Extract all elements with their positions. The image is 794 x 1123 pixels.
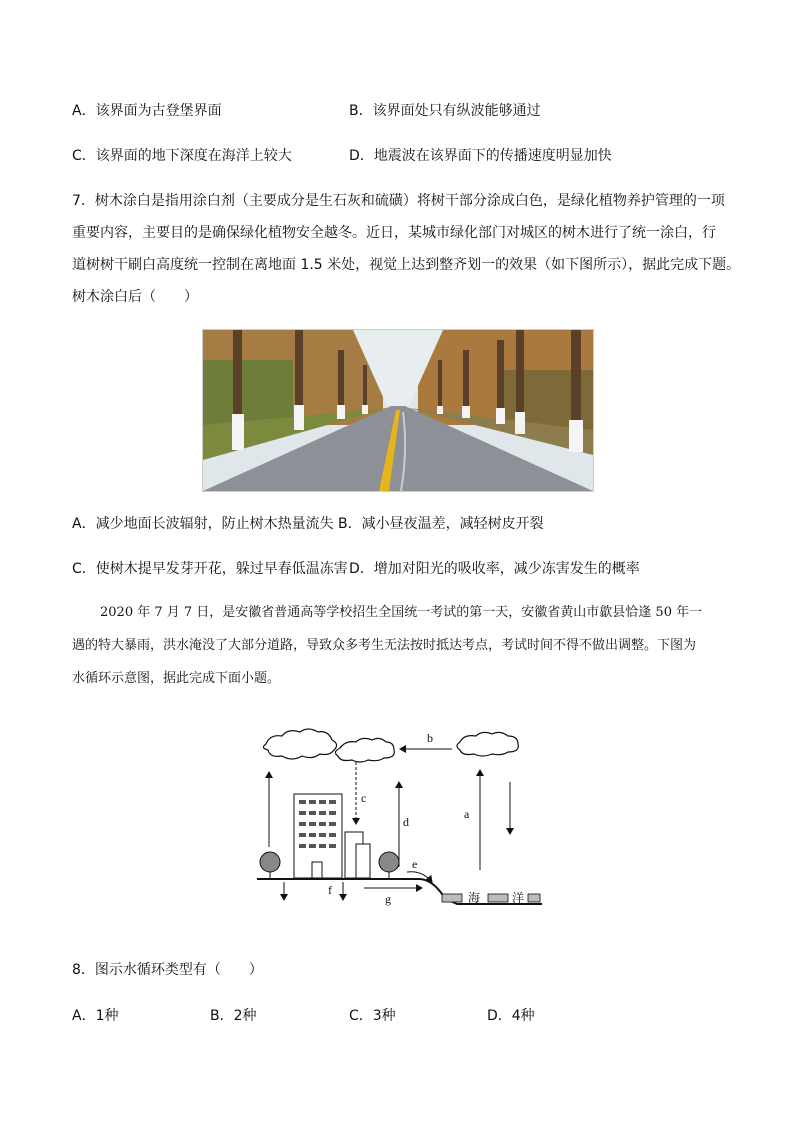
water-cycle-diagram [252, 722, 552, 918]
q7-stem-line1: 7．树木涂白是指用涂白剂（主要成分是生石灰和硫磺）将树干部分涂成白色，是绿化植物养护管理的一项 [72, 193, 725, 209]
q7-option-c: C．使树木提早发芽开花，躲过早春低温冻害 [72, 561, 348, 577]
label-a: a [464, 807, 470, 821]
water-cycle-svg [252, 722, 552, 918]
sea-patch-2 [488, 894, 508, 902]
label-sea-2: 洋 [512, 891, 525, 905]
label-c: c [361, 791, 367, 805]
label-d: d [403, 815, 409, 829]
q7-stem-line2: 重要内容，主要目的是确保绿化植物安全越冬。近日，某城市绿化部门对城区的树木进行了统一涂白，行 [72, 225, 716, 241]
cloud-middle [335, 738, 394, 762]
q6-option-b: B．该界面处只有纵波能够通过 [349, 103, 541, 119]
sea-patch-3 [528, 894, 540, 902]
cloud-right [457, 732, 518, 756]
q6-option-d: D．地震波在该界面下的传播速度明显加快 [349, 148, 612, 164]
label-f: f [328, 883, 332, 897]
building [294, 794, 370, 878]
q7-stem-line3: 道树树干刷白高度统一控制在离地面 1.5 米处，视觉上达到整齐划一的效果（如下图所示），据此完成下题。 [72, 257, 741, 273]
q7-stem-line4: 树木涂白后（ ） [72, 289, 198, 305]
sea-patch-1 [442, 894, 462, 902]
label-g: g [385, 892, 391, 906]
q8-option-a: A．1种 [72, 1008, 119, 1024]
passage-line1: 2020 年 7 月 7 日，是安徽省普通高等学校招生全国统一考试的第一天，安徽省黄山市歙县恰逢 50 年一 [100, 605, 703, 620]
photo-illustration [203, 330, 593, 491]
q8-stem: 8．图示水循环类型有（ ） [72, 962, 263, 978]
tree-right [379, 852, 399, 879]
q8-option-d: D．4种 [487, 1008, 535, 1024]
q8-option-c: C．3种 [349, 1008, 396, 1024]
passage-line2: 遇的特大暴雨，洪水淹没了大部分道路，导致众多考生无法按时抵达考点，考试时间不得不做出调整。下图为 [72, 638, 697, 653]
passage-line3: 水循环示意图，据此完成下面小题。 [72, 671, 281, 686]
q6-option-c: C．该界面的地下深度在海洋上较大 [72, 148, 292, 164]
label-sea-1: 海 [468, 891, 481, 905]
q7-option-d: D．增加对阳光的吸收率，减少冻害发生的概率 [349, 561, 640, 577]
tree-whitewash-photo [202, 329, 594, 492]
q7-options-ab: A．减少地面长波辐射，防止树木热量流失 B．减小昼夜温差，减轻树皮开裂 [72, 516, 544, 532]
tree-left [260, 852, 280, 879]
cloud-left [263, 729, 336, 759]
q8-option-b: B．2种 [210, 1008, 257, 1024]
q6-option-a: A．该界面为古登堡界面 [72, 103, 222, 119]
label-e: e [412, 857, 418, 871]
label-b: b [427, 731, 433, 745]
